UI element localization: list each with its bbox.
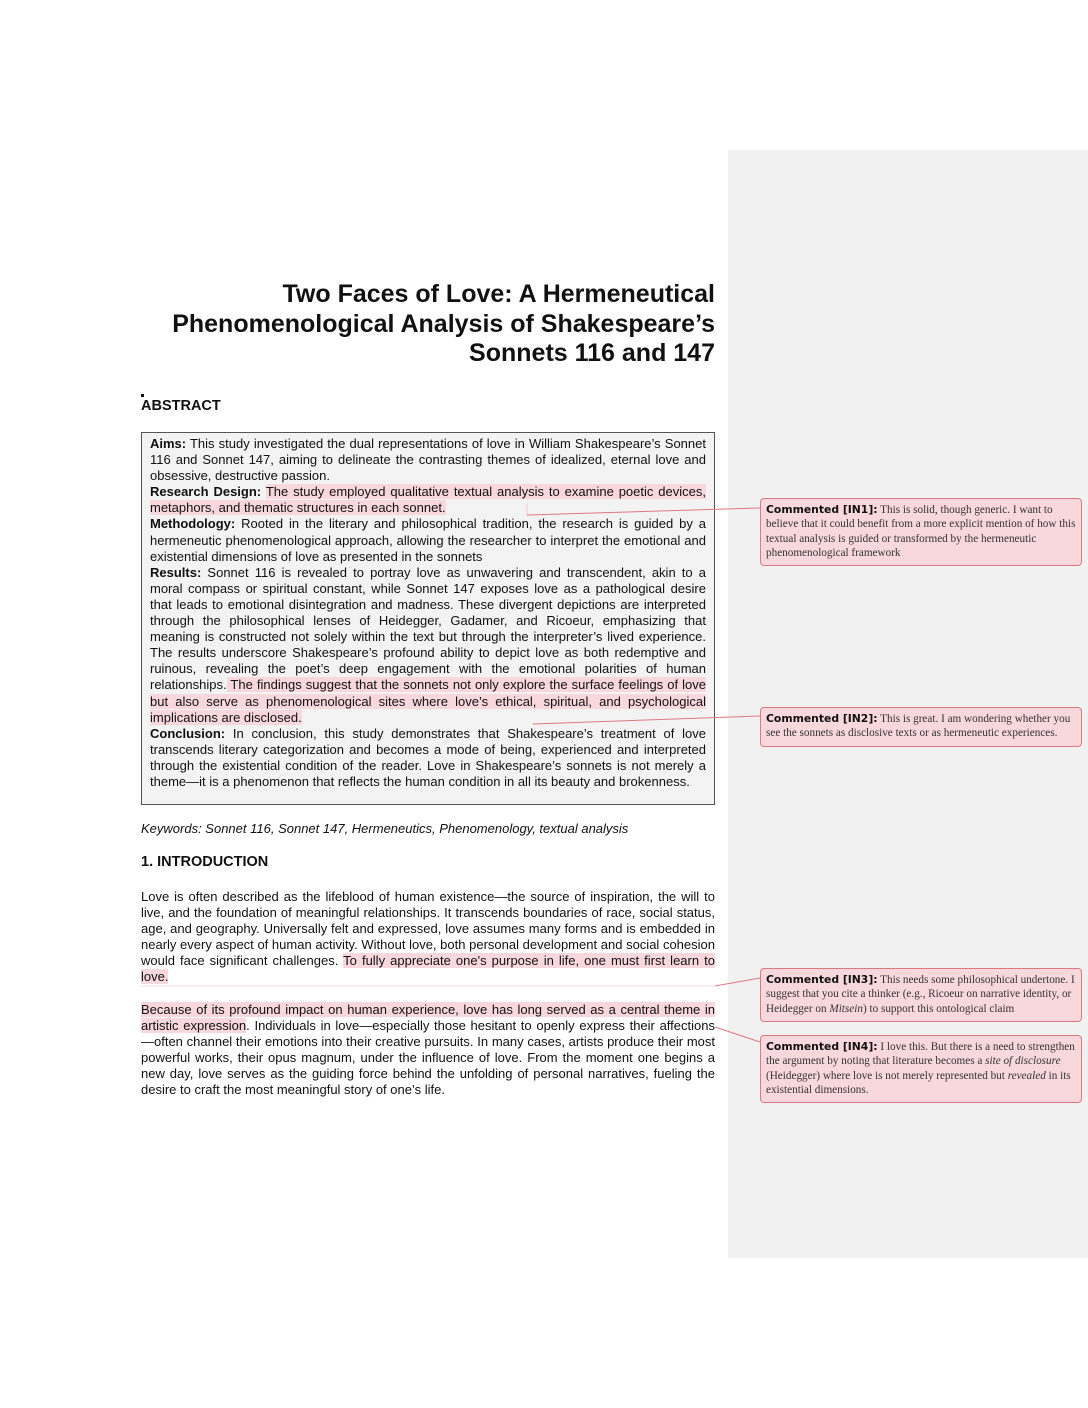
comment-in1-label: Commented [IN1]: [766, 503, 878, 516]
introduction-heading: 1. INTRODUCTION [141, 854, 269, 870]
intro-p2-highlight[interactable]: Because of its profound impact on human experience, love has long served as a central theme in artistic expression [141, 1002, 715, 1034]
results-label: Results: [150, 564, 202, 580]
aims-label: Aims: [150, 436, 187, 451]
paragraph-marker [141, 394, 144, 397]
comment-in2[interactable] [760, 707, 1082, 747]
intro-p2-text: . Individuals in love—especially those hesitant to openly express their affections—often channel their emotions into their creative pursuits. In many cases, artists produce their most powerful works, their opus magnum, under the influence of love. From the moment one begins a new day, love serves as the guiding force behind the unfolding of personal narratives, fueling the desire to craft the most meaningful story of one’s life. [141, 1018, 715, 1098]
comment-in4-text-a: I love this. But there is a need to strengthen the argument by noting that literature becomes a [766, 1041, 1075, 1068]
comment-in4-text-c: in its existential dimensions. [766, 1069, 1071, 1096]
results-text-highlight[interactable]: The findings suggest that the sonnets not only explore the surface feelings of love but also serve as phenomenological sites where love’s ethical, spiritual, and psychological implications are disclosed. [150, 677, 706, 725]
keywords: Keywords: Sonnet 116, Sonnet 147, Hermeneutics, Phenomenology, textual analysis [141, 821, 629, 836]
abstract-aims [150, 436, 706, 484]
document-title: Two Faces of Love: A Hermeneutical Phenomenological Analysis of Shakespeare’s Sonnets 116 and 147 [172, 280, 715, 367]
comment-in2-text: This is great. I am wondering whether you see the sonnets as disclosive texts or as hermeneutic experiences. [766, 713, 1071, 740]
introduction-paragraph-1 [141, 889, 715, 986]
design-label: Research Design: [150, 484, 262, 500]
comment-in4-text-b: (Heidegger) where love is not merely represented but [766, 1069, 1008, 1082]
introduction-paragraph-2 [141, 1002, 715, 1099]
comment-in4-emphasis-1: site of disclosure [985, 1055, 1061, 1068]
abstract-box [141, 432, 715, 805]
intro-p1-highlight[interactable]: To fully appreciate one's purpose in life, one must first learn to love. [141, 953, 716, 985]
abstract-results [150, 565, 706, 726]
comment-in3[interactable] [760, 968, 1082, 1022]
comment-in3-text-a: This needs some philosophical undertone. I suggest that you cite a thinker (e.g., Ricoeur on narrative identity, or Heidegger on [766, 974, 1075, 1015]
comment-in3-label: Commented [IN3]: [766, 973, 878, 986]
method-text: Rooted in the literary and philosophical tradition, the research is guided by a hermeneutic phenomenological approach, allowing the researcher to interpret the emotional and existential dimensions of love as presented in the sonnets [150, 516, 706, 564]
conclusion-label: Conclusion: [150, 725, 226, 741]
intro-p1-text: Love is often described as the lifeblood of human existence—the source of inspiration, the will to live, and the foundation of meaningful relationships. It transcends boundaries of race, social status, age, and geography. Universally felt and expressed, love assumes many forms and is embedded in nearly every aspect of human activity. Without love, both personal development and social cohesion would face significant challenges. [141, 889, 715, 969]
results-text: Sonnet 116 is revealed to portray love as unwavering and transcendent, akin to a moral compass or spiritual constant, while Sonnet 147 exposes love as a pathological desire that leads to emotional disintegration and madness. These divergent depictions are interpreted through the philosophical lenses of Heidegger, Gadamer, and Ricoeur, emphasizing that meaning is constructed not solely within the text but through the interpreter’s lived experience. The results underscore Shakespeare’s profound ability to depict love as both redemptive and ruinous, revealing the poet’s deep engagement with the emotional polarities of human relationships. [150, 564, 706, 693]
comment-in2-label: Commented [IN2]: [766, 712, 878, 725]
comment-in1[interactable] [760, 498, 1082, 566]
comment-in3-text-b: ) to support this ontological claim [862, 1002, 1015, 1015]
comment-in3-emphasis: Mitsein [829, 1002, 863, 1015]
comment-in4-emphasis-2: revealed [1007, 1069, 1046, 1082]
conclusion-text: In conclusion, this study demonstrates that Shakespeare’s treatment of love transcends literary categorization and becomes a mode of being, experienced and interpreted through the existential condition of the reader. Love in Shakespeare’s sonnets is not merely a theme—it is a phenomenon that reflects the human condition in all its beauty and brokenness. [150, 725, 706, 789]
method-label: Methodology: [150, 516, 236, 532]
abstract-heading: ABSTRACT [141, 398, 221, 414]
abstract-design [150, 484, 706, 516]
comment-in1-text: This is solid, though generic. I want to believe that it could benefit from a more explicit mention of how this textual analysis is guided or transformed by the hermeneutic phenomenological framework [766, 504, 1076, 559]
abstract-conclusion [150, 726, 706, 790]
abstract-methodology [150, 516, 706, 564]
design-text-highlight[interactable]: The study employed qualitative textual analysis to examine poetic devices, metaphors, and thematic structures in each sonnet. [150, 484, 706, 516]
comment-in4[interactable] [760, 1035, 1082, 1103]
comment-in4-label: Commented [IN4]: [766, 1040, 878, 1053]
aims-text: This study investigated the dual representations of love in William Shakespeare’s Sonnet 116 and Sonnet 147, aiming to delineate the contrasting themes of idealized, eternal love and obsessive, destructive passion. [150, 436, 706, 484]
